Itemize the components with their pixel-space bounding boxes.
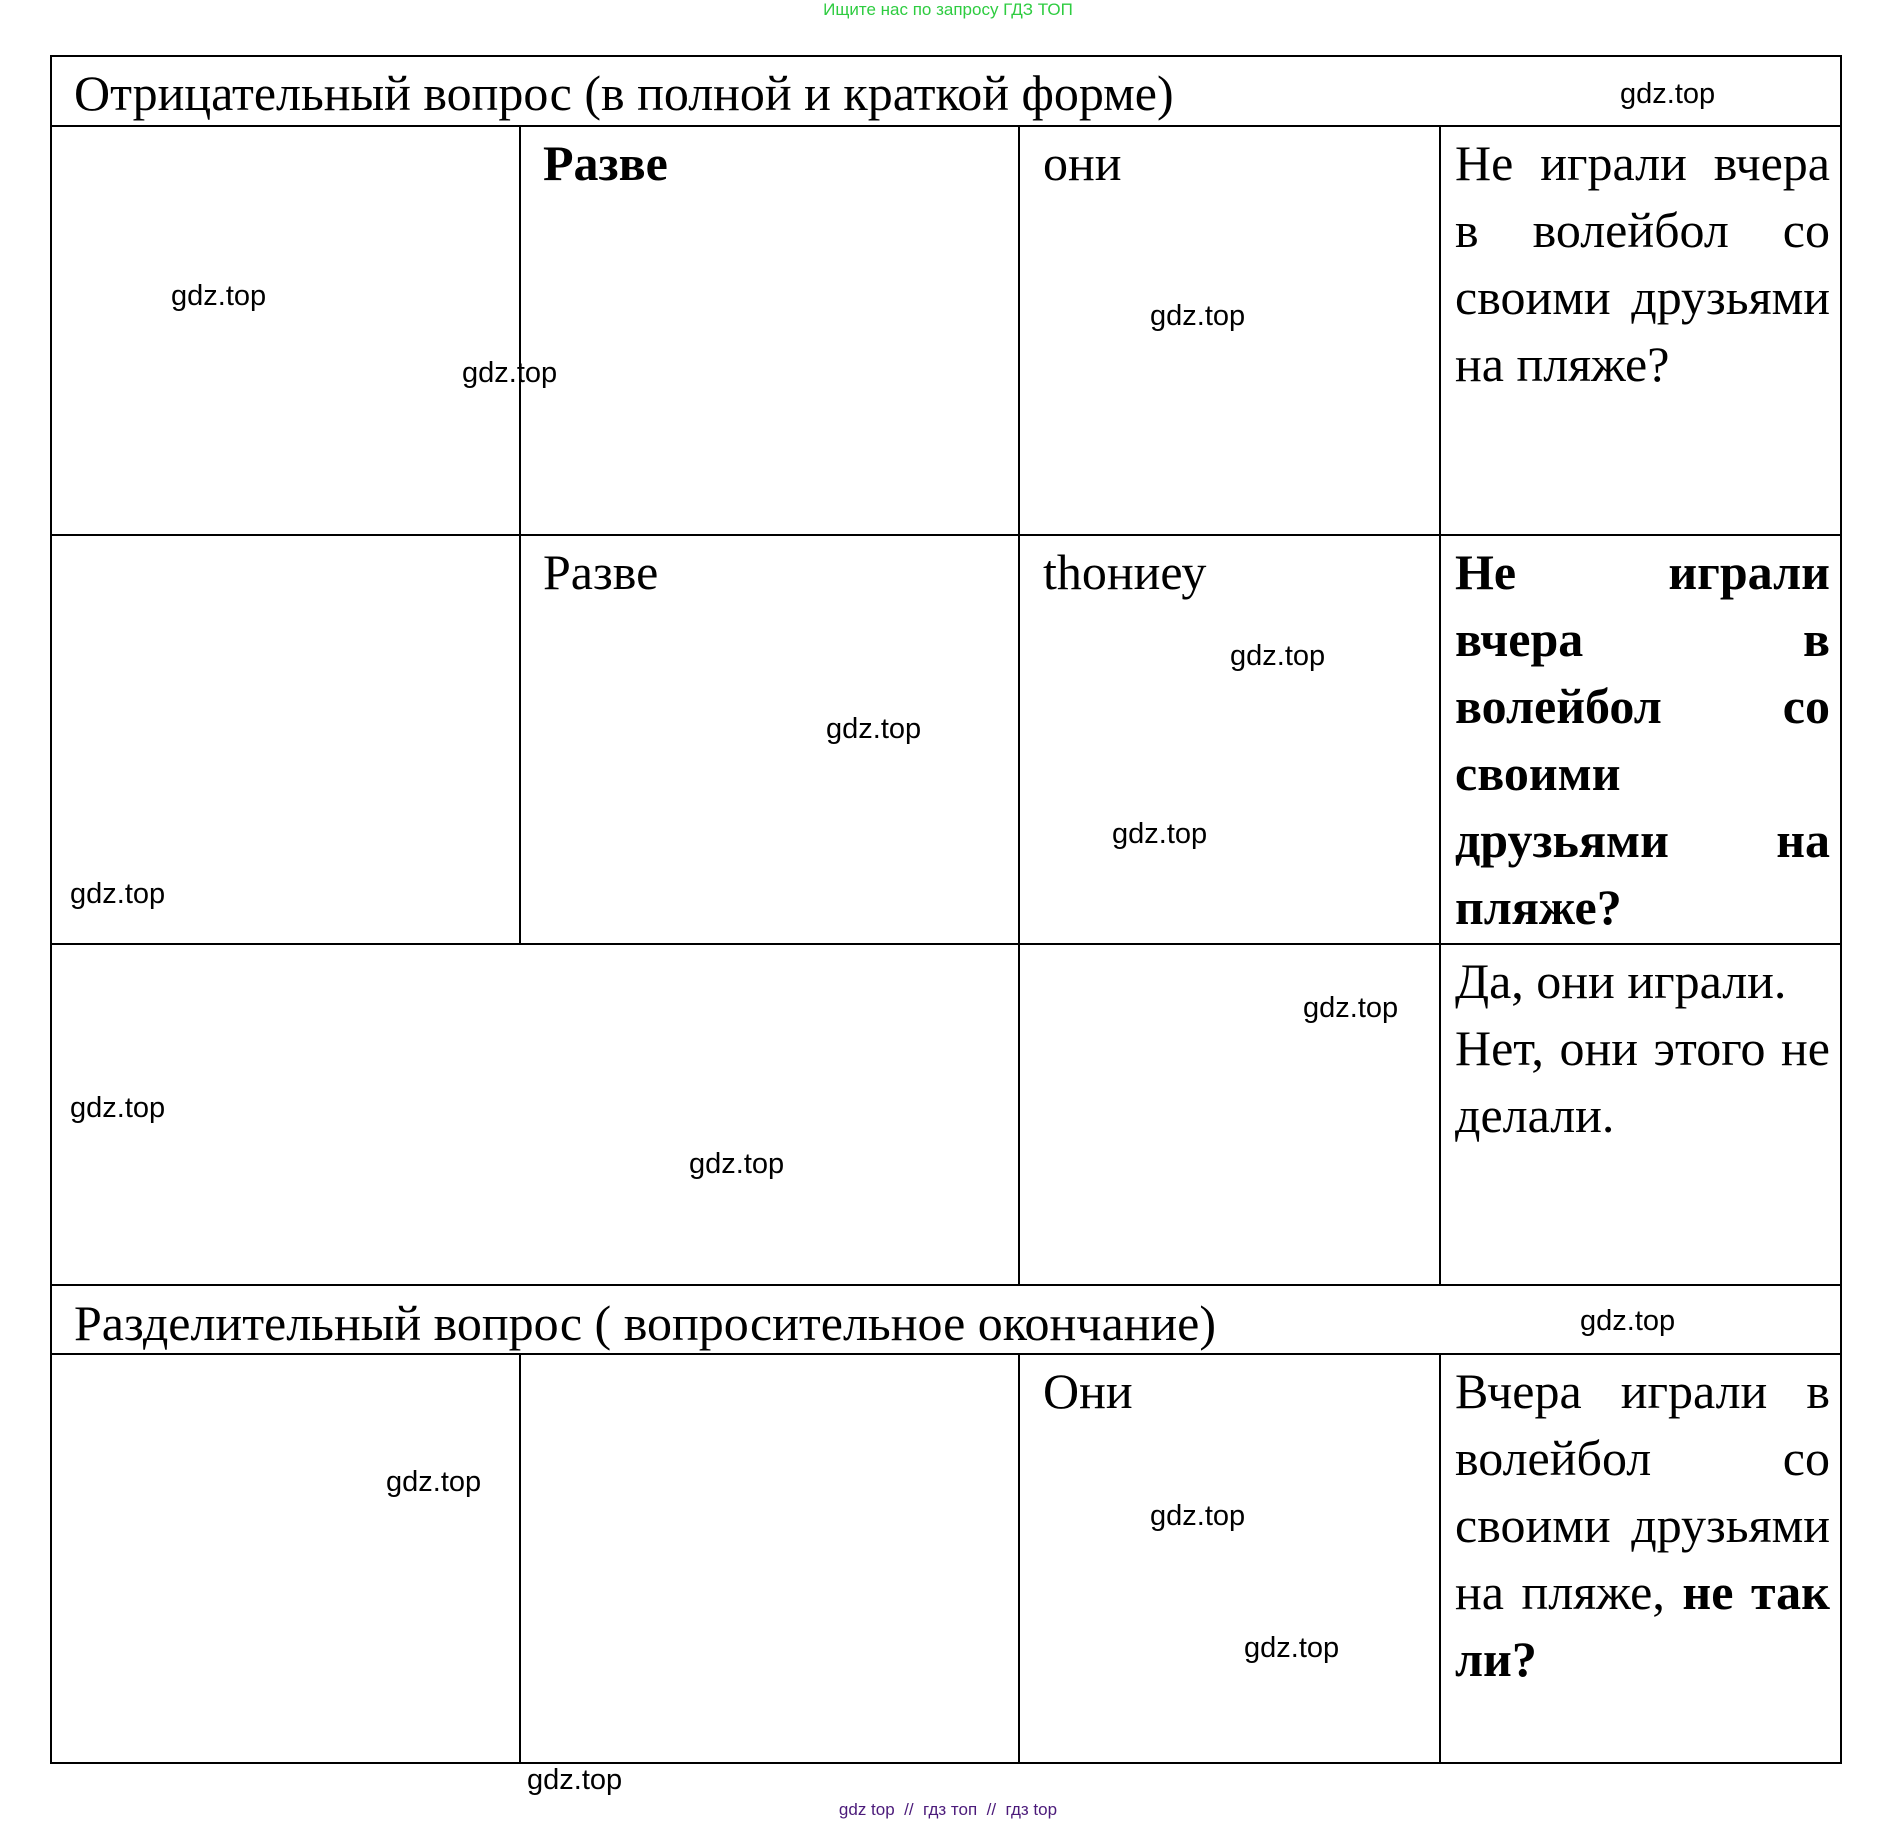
watermark: gdz.top bbox=[826, 713, 922, 745]
footer-separator: // bbox=[904, 1800, 914, 1819]
table-border bbox=[50, 55, 52, 1764]
watermark: gdz.top bbox=[689, 1148, 785, 1180]
column-divider bbox=[519, 1353, 521, 1762]
cell-text: Они bbox=[1043, 1363, 1133, 1419]
cell-text: Вчера играли в волейбол со своими друзьями на пляже, не так ли? bbox=[1455, 1363, 1830, 1687]
watermark: gdz.top bbox=[1580, 1305, 1676, 1337]
watermark: gdz.top bbox=[1150, 1500, 1246, 1532]
footer-link[interactable]: гдз top bbox=[1005, 1800, 1058, 1819]
footer-separator: // bbox=[986, 1800, 997, 1819]
watermark: gdz.top bbox=[1620, 78, 1716, 110]
cell-text: Да, они играли. Нет, они этого не делали. bbox=[1455, 953, 1830, 1143]
watermark: gdz.top bbox=[171, 280, 267, 312]
column-divider bbox=[519, 125, 521, 943]
column-divider bbox=[1439, 125, 1441, 1284]
column-divider bbox=[1018, 125, 1020, 1284]
header-banner[interactable]: Ищите нас по запросу ГДЗ ТОП bbox=[823, 0, 1073, 19]
table-border bbox=[1840, 55, 1842, 1764]
watermark: gdz.top bbox=[70, 1092, 166, 1124]
watermark: gdz.top bbox=[1150, 300, 1246, 332]
cell-text: Разве bbox=[543, 135, 668, 191]
watermark: gdz.top bbox=[1230, 640, 1326, 672]
watermark: gdz.top bbox=[70, 878, 166, 910]
row-divider bbox=[50, 1284, 1842, 1286]
cell-text: Не играли вчера в волейбол со своими друзьями на пляже? bbox=[1455, 135, 1830, 392]
watermark: gdz.top bbox=[527, 1764, 623, 1796]
watermark: gdz.top bbox=[1112, 818, 1208, 850]
footer-link[interactable]: gdz top bbox=[838, 1800, 895, 1819]
watermark: gdz.top bbox=[1303, 992, 1399, 1024]
row-divider bbox=[50, 943, 1842, 945]
column-divider bbox=[1439, 1353, 1441, 1762]
footer-link[interactable]: гдз топ bbox=[923, 1800, 978, 1819]
cell-text: они bbox=[1043, 135, 1122, 191]
watermark: gdz.top bbox=[1244, 1632, 1340, 1664]
cell-text: thониеу bbox=[1043, 544, 1207, 600]
table-border bbox=[50, 1762, 1842, 1764]
cell-text: Разве bbox=[543, 544, 659, 600]
footer-links bbox=[0, 1800, 1896, 1820]
section-title-negative: Отрицательный вопрос (в полной и краткой форме) bbox=[74, 65, 1174, 121]
column-divider bbox=[1018, 1353, 1020, 1762]
cell-text: Не играли вчера в волейбол со своими друзьями на пляже? bbox=[1455, 544, 1830, 935]
table-border bbox=[50, 55, 1842, 57]
row-divider bbox=[50, 534, 1842, 536]
section-title-tag-question: Разделительный вопрос ( вопросительное окончание) bbox=[74, 1295, 1216, 1351]
watermark: gdz.top bbox=[386, 1466, 482, 1498]
watermark: gdz.top bbox=[462, 357, 558, 389]
